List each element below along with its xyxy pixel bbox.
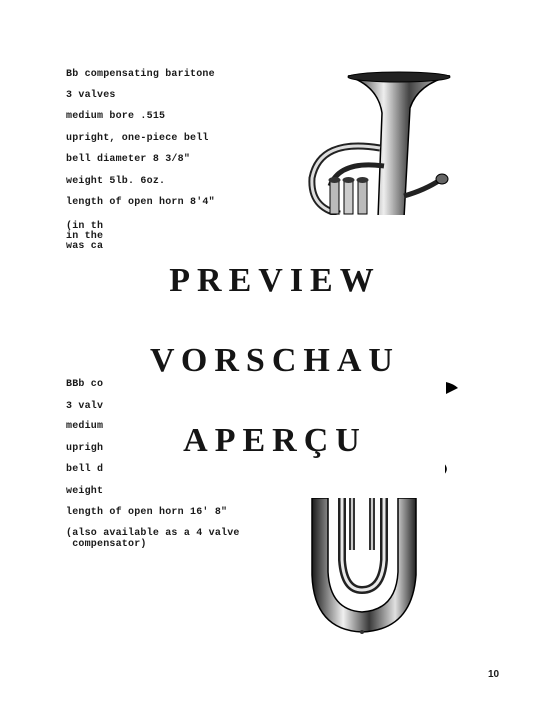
- spec-line: medium: [66, 421, 104, 432]
- bell-edge-fragment-icon: [444, 380, 460, 396]
- spec-line: bell diameter 8 3/8": [66, 154, 191, 165]
- spec-note-line: (in th: [66, 221, 104, 232]
- page-number: 10: [488, 669, 500, 680]
- spec-line: uprigh: [66, 443, 104, 454]
- watermark-apercu: APERÇU: [183, 422, 367, 459]
- tuba-icon: [300, 490, 450, 635]
- watermark-vorschau: VORSCHAU: [150, 342, 400, 379]
- spec-line: BBb co: [66, 379, 104, 390]
- spec-line: 3 valv: [66, 401, 104, 412]
- baritone-horn-icon: [300, 68, 455, 218]
- spec-note-line: (also available as a 4 valve: [66, 528, 240, 539]
- spec-line: weight 5lb. 6oz.: [66, 176, 166, 187]
- spec-note-line: was ca: [66, 241, 104, 252]
- spec-line: bell d: [66, 464, 104, 475]
- spec-line: 3 valves: [66, 90, 116, 101]
- spec-line: length of open horn 16' 8": [66, 507, 228, 518]
- watermark-preview: PREVIEW: [169, 262, 381, 299]
- spec-line: medium bore .515: [66, 111, 166, 122]
- spec-line: Bb compensating baritone: [66, 69, 215, 80]
- spec-note-line: in the: [66, 231, 104, 242]
- spec-line: weight: [66, 486, 104, 497]
- spec-note-line: compensator): [66, 539, 147, 550]
- spec-line: length of open horn 8'4": [66, 197, 215, 208]
- spec-line: upright, one-piece bell: [66, 133, 209, 144]
